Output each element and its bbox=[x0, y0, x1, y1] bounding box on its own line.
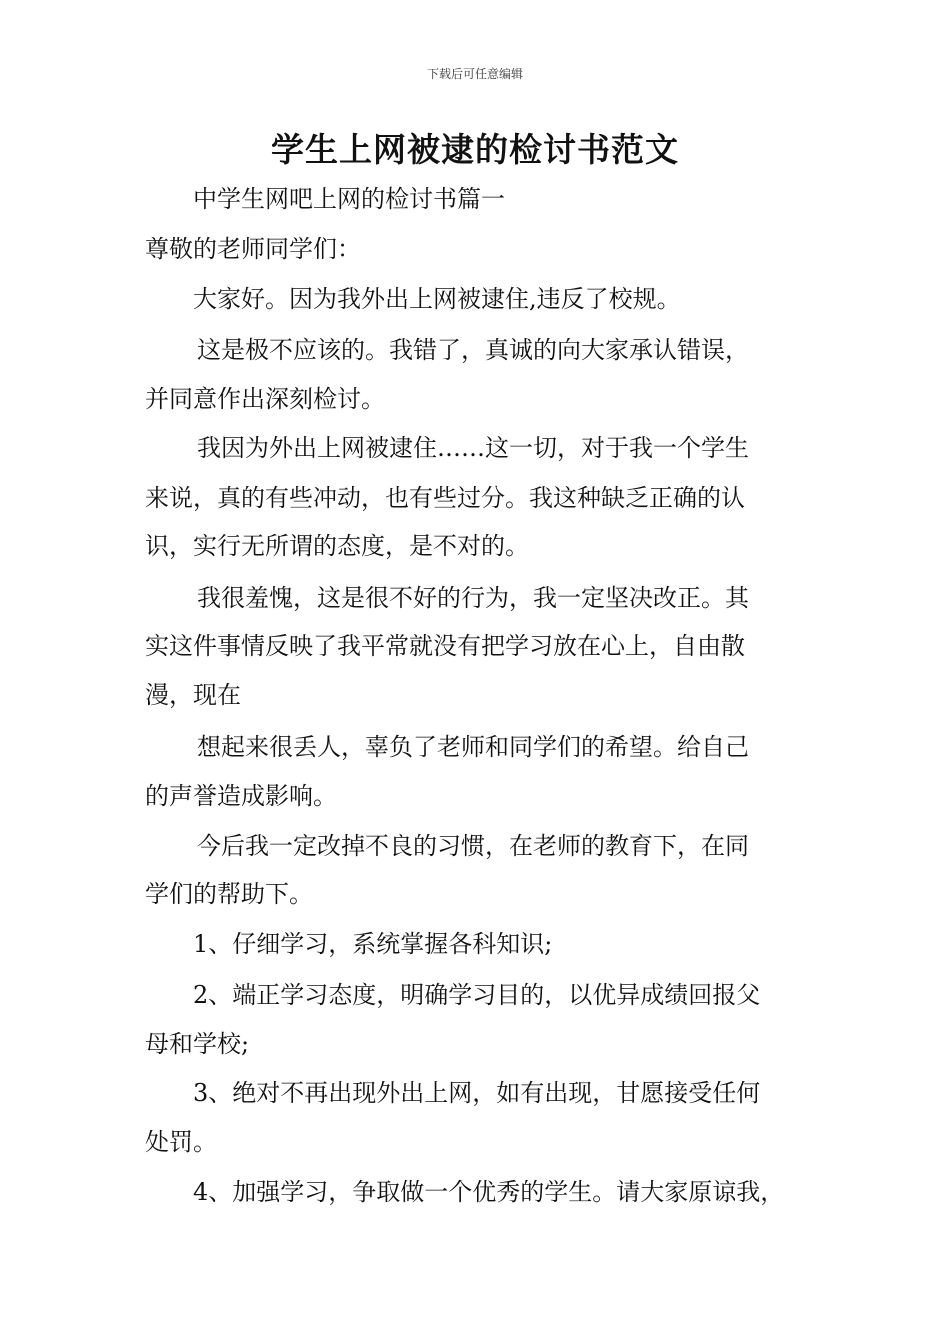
paragraph-line: 这是极不应该的。我错了，真诚的向大家承认错误， bbox=[197, 336, 749, 364]
section-heading: 中学生网吧上网的检讨书篇一 bbox=[193, 185, 505, 213]
paragraph-line: 漫，现在 bbox=[145, 681, 241, 709]
list-item-continuation: 母和学校; bbox=[145, 1030, 250, 1058]
paragraph-line: 识，实行无所谓的态度，是不对的。 bbox=[145, 532, 529, 560]
paragraph-line: 想起来很丢人，辜负了老师和同学们的希望。给自己 bbox=[197, 733, 749, 761]
list-item: 1、仔细学习，系统掌握各科知识; bbox=[193, 930, 553, 958]
list-item: 2、端正学习态度，明确学习目的，以优异成绩回报父 bbox=[193, 981, 761, 1009]
paragraph-line: 今后我一定改掉不良的习惯，在老师的教育下，在同 bbox=[197, 832, 749, 860]
paragraph-line: 来说，真的有些冲动，也有些过分。我这种缺乏正确的认 bbox=[145, 484, 745, 512]
list-item: 3、绝对不再出现外出上网，如有出现，甘愿接受任何 bbox=[193, 1079, 761, 1107]
paragraph-line: 学们的帮助下。 bbox=[145, 880, 313, 908]
document-title: 学生上网被逮的检讨书范文 bbox=[271, 130, 679, 169]
list-item: 4、加强学习，争取做一个优秀的学生。请大家原谅我， bbox=[193, 1178, 785, 1206]
salutation: 尊敬的老师同学们： bbox=[145, 235, 361, 263]
paragraph-line: 我因为外出上网被逮住……这一切，对于我一个学生 bbox=[197, 434, 749, 462]
paragraph-line: 实这件事情反映了我平常就没有把学习放在心上，自由散 bbox=[145, 632, 745, 660]
paragraph-line: 并同意作出深刻检讨。 bbox=[145, 385, 385, 413]
list-item-continuation: 处罚。 bbox=[145, 1128, 217, 1156]
paragraph-line: 的声誉造成影响。 bbox=[145, 782, 337, 810]
paragraph-line: 大家好。因为我外出上网被逮住,违反了校规。 bbox=[193, 285, 681, 313]
paragraph-line: 我很羞愧，这是很不好的行为，我一定坚决改正。其 bbox=[197, 584, 749, 612]
header-note: 下载后可任意编辑 bbox=[426, 67, 523, 81]
